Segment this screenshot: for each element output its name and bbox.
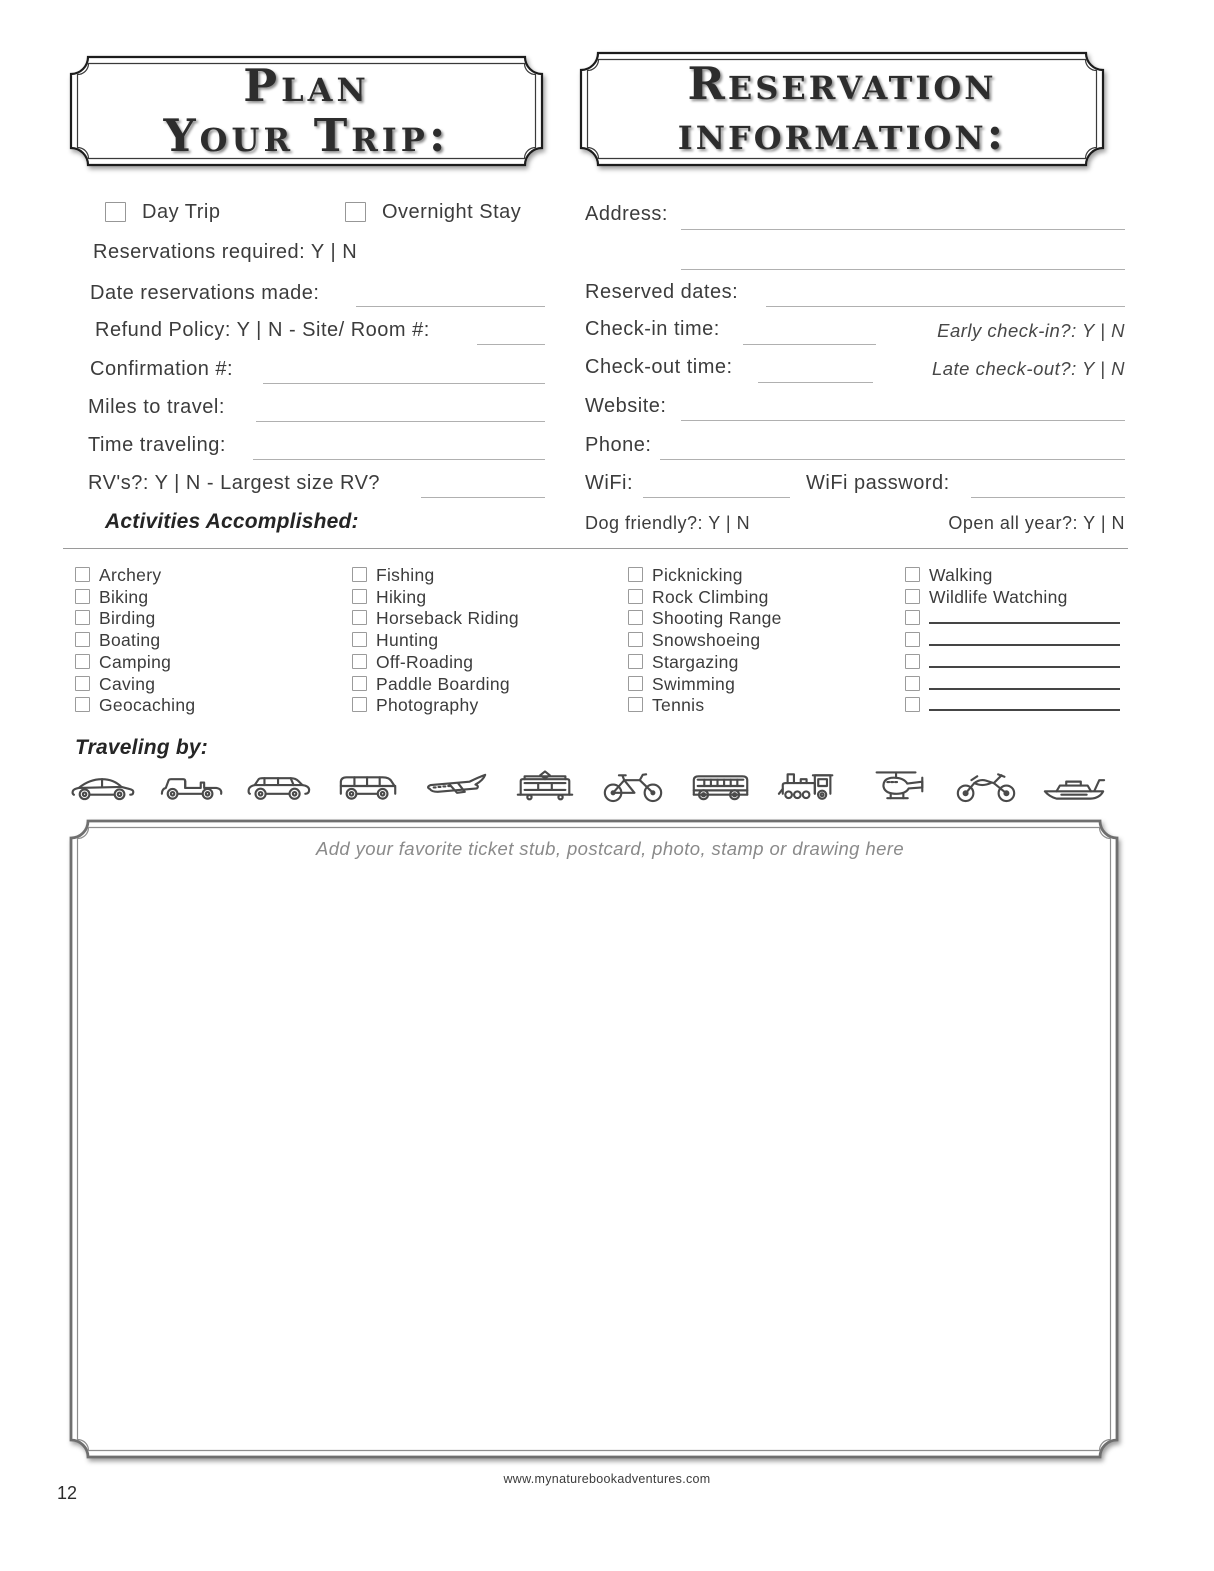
- motorcycle-icon[interactable]: [952, 766, 1020, 806]
- reservation-information-header: [578, 50, 1106, 168]
- activity-checkbox[interactable]: [75, 567, 90, 582]
- dog-friendly-label: Dog friendly?: Y | N: [585, 513, 751, 533]
- wifi-label: WiFi:: [585, 472, 634, 494]
- activity-label: Wildlife Watching: [929, 586, 1068, 607]
- activity-label: Picknicking: [652, 565, 743, 585]
- check-in-time-label: Check-in time:: [585, 318, 720, 340]
- activity-checkbox[interactable]: [905, 654, 920, 669]
- activity-label: Tennis: [652, 695, 705, 716]
- title-line-2: information:: [677, 107, 1007, 160]
- check-out-time-line[interactable]: [758, 382, 873, 383]
- activity-label: Biking: [99, 586, 149, 607]
- check-in-time-line[interactable]: [743, 344, 876, 345]
- activity-write-in-line[interactable]: [929, 622, 1120, 624]
- activity-checkbox[interactable]: [352, 654, 367, 669]
- miles-to-travel-label: Miles to travel:: [88, 396, 225, 418]
- memento-box-caption: Add your favorite ticket stub, postcard, photo, stamp or drawing here: [315, 838, 905, 859]
- activity-checkbox[interactable]: [352, 610, 367, 625]
- phone-line[interactable]: [660, 459, 1125, 460]
- reserved-dates-line[interactable]: [766, 306, 1125, 307]
- rv-label: RV's?: Y | N - Largest size RV?: [88, 472, 381, 494]
- miles-to-travel-line[interactable]: [256, 421, 545, 422]
- tram-icon[interactable]: [511, 766, 579, 806]
- activity-checkbox[interactable]: [75, 610, 90, 625]
- activity-label: Swimming: [652, 673, 736, 694]
- title-line-1: Plan: [243, 58, 370, 112]
- late-check-out-label: Late check-out?: Y | N: [931, 358, 1125, 379]
- overnight-stay-label: Overnight Stay: [382, 201, 522, 223]
- activity-checkbox[interactable]: [75, 654, 90, 669]
- reservations-required-label: Reservations required: Y | N: [93, 241, 358, 263]
- wifi-password-label: WiFi password:: [806, 472, 950, 494]
- traveling-by-title: Traveling by:: [75, 736, 208, 759]
- airplane-icon[interactable]: [423, 766, 491, 806]
- activity-checkbox[interactable]: [628, 654, 643, 669]
- address-line-1[interactable]: [681, 229, 1125, 230]
- largest-rv-size-line[interactable]: [421, 497, 545, 498]
- activity-label: Horseback Riding: [376, 608, 519, 629]
- activity-checkbox[interactable]: [905, 676, 920, 691]
- activity-checkbox[interactable]: [75, 632, 90, 647]
- activity-checkbox[interactable]: [352, 697, 367, 712]
- date-reservations-made-label: Date reservations made:: [90, 282, 320, 304]
- activity-write-in-line[interactable]: [929, 688, 1120, 690]
- time-traveling-line[interactable]: [253, 459, 545, 460]
- activity-label: Off-Roading: [376, 651, 474, 672]
- ornate-frame-border: [68, 818, 1120, 1460]
- activity-label: Shooting Range: [652, 608, 782, 629]
- time-traveling-label: Time traveling:: [88, 434, 226, 456]
- day-trip-label: Day Trip: [142, 201, 221, 223]
- activity-label: Camping: [99, 651, 172, 672]
- open-all-year-label: Open all year?: Y | N: [948, 513, 1125, 533]
- activity-checkbox[interactable]: [628, 567, 643, 582]
- confirmation-number-label: Confirmation #:: [90, 358, 234, 380]
- train-icon[interactable]: [775, 766, 843, 806]
- address-label: Address:: [585, 203, 668, 225]
- activity-label: Walking: [929, 565, 993, 585]
- activities-accomplished-title: Activities Accomplished:: [105, 510, 359, 533]
- refund-policy-label: Refund Policy: Y | N - Site/ Room #:: [95, 319, 430, 341]
- pickup-truck-icon[interactable]: [158, 766, 226, 806]
- activity-label: Stargazing: [652, 651, 739, 672]
- website-line[interactable]: [681, 420, 1125, 421]
- car-icon[interactable]: [70, 766, 138, 806]
- activity-checkbox[interactable]: [352, 589, 367, 604]
- early-check-in-label: Early check-in?: Y | N: [937, 320, 1125, 341]
- overnight-stay-checkbox[interactable]: [345, 202, 366, 222]
- activity-checkbox[interactable]: [905, 567, 920, 582]
- activity-checkbox[interactable]: [352, 567, 367, 582]
- activity-label: Snowshoeing: [652, 630, 761, 651]
- bicycle-icon[interactable]: [599, 766, 667, 806]
- activity-checkbox[interactable]: [905, 589, 920, 604]
- wifi-password-line[interactable]: [971, 497, 1125, 498]
- bus-icon[interactable]: [687, 766, 755, 806]
- phone-label: Phone:: [585, 434, 652, 456]
- activity-checkbox[interactable]: [628, 697, 643, 712]
- date-reservations-line[interactable]: [356, 306, 545, 307]
- activity-label: Photography: [376, 695, 479, 716]
- activity-label: Boating: [99, 630, 161, 651]
- activity-label: Rock Climbing: [652, 586, 769, 607]
- page-title-reservation: [578, 50, 1106, 168]
- memento-box[interactable]: [68, 818, 1120, 1460]
- section-divider: [63, 548, 1128, 549]
- activity-label: Geocaching: [99, 695, 196, 716]
- activity-checkbox[interactable]: [905, 632, 920, 647]
- vehicle-icon-row: [70, 762, 1108, 806]
- activity-checkbox[interactable]: [75, 589, 90, 604]
- activity-label: Caving: [99, 673, 156, 694]
- activity-checkbox[interactable]: [628, 676, 643, 691]
- activity-write-in-line[interactable]: [929, 666, 1120, 668]
- title-line-2: Your Trip:: [163, 109, 450, 162]
- check-out-time-label: Check-out time:: [585, 356, 733, 378]
- suv-icon[interactable]: [246, 766, 314, 806]
- reserved-dates-label: Reserved dates:: [585, 281, 739, 303]
- activity-checkbox[interactable]: [628, 610, 643, 625]
- activity-checkbox[interactable]: [352, 632, 367, 647]
- van-icon[interactable]: [335, 766, 403, 806]
- helicopter-icon[interactable]: [864, 766, 932, 806]
- activity-label: Paddle Boarding: [376, 673, 510, 694]
- page-title-plan: [68, 54, 545, 168]
- activity-checkbox[interactable]: [905, 697, 920, 712]
- address-line-2[interactable]: [681, 269, 1125, 270]
- activity-label: Hiking: [376, 586, 427, 607]
- activity-write-in-line[interactable]: [929, 644, 1120, 646]
- wifi-line[interactable]: [643, 497, 790, 498]
- activity-checkbox[interactable]: [628, 589, 643, 604]
- title-line-1: Reservation: [687, 56, 997, 110]
- activity-label: Birding: [99, 608, 156, 629]
- plan-your-trip-header: [68, 54, 545, 168]
- footer-website-url: www.mynaturebookadventures.com: [503, 1472, 711, 1486]
- activity-label: Archery: [99, 565, 162, 585]
- boat-icon[interactable]: [1040, 766, 1108, 806]
- website-label: Website:: [585, 395, 667, 417]
- activity-checkbox[interactable]: [75, 676, 90, 691]
- activity-write-in-line[interactable]: [929, 709, 1120, 711]
- page-number: 12: [57, 1483, 78, 1503]
- confirmation-number-line[interactable]: [263, 383, 545, 384]
- activity-checkbox[interactable]: [75, 697, 90, 712]
- activity-checkbox[interactable]: [905, 610, 920, 625]
- activity-label: Hunting: [376, 630, 439, 651]
- site-room-number-line[interactable]: [477, 344, 545, 345]
- activity-checkbox[interactable]: [352, 676, 367, 691]
- activity-checkbox[interactable]: [628, 632, 643, 647]
- day-trip-checkbox[interactable]: [105, 202, 126, 222]
- activity-label: Fishing: [376, 565, 435, 585]
